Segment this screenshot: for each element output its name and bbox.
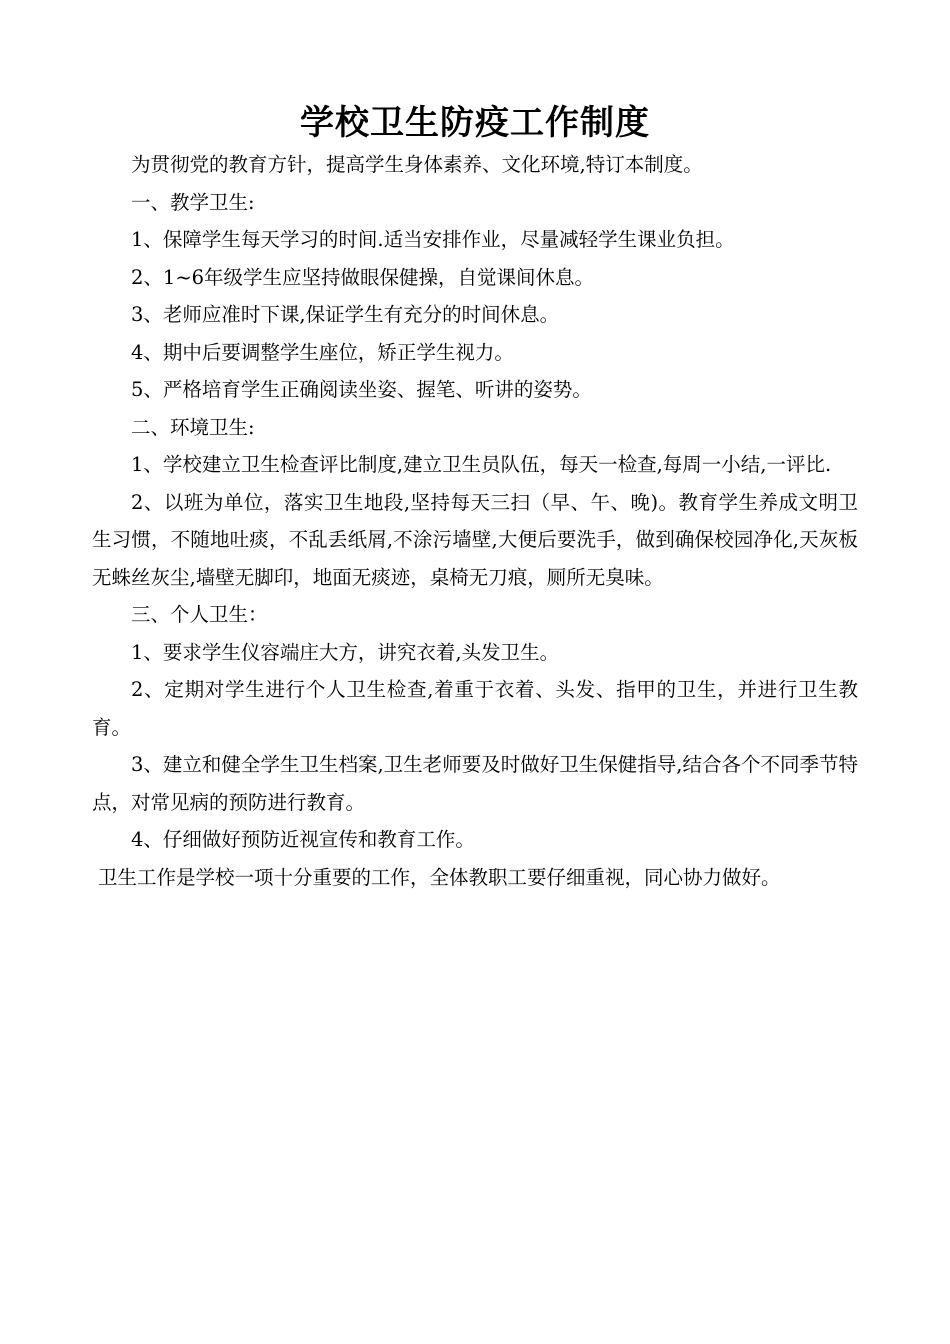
personal-item: 1、要求学生仪容端庄大方，讲究衣着,头发卫生。 [131,640,560,664]
environment-item: 2、以班为单位，落实卫生地段,坚持每天三扫（早、午、晚)。教育学生养成文明卫生习惯，不随地吐痰，不乱丢纸屑,不涂污墙壁,大便后要洗手，做到确保校园净化,天灰板无蛛丝灰尘,墙壁无脚印，地面无痰迹，桌椅无刀痕，厕所无臭味。 [92,490,858,589]
document-title: 学校卫生防疫工作制度 [300,103,650,143]
section-heading-teaching: 一、教学卫生: [131,190,255,214]
environment-item: 1、学校建立卫生检查评比制度,建立卫生员队伍，每天一检查,每周一小结,一评比. [131,453,832,476]
teaching-item: 3、老师应准时下课,保证学生有充分的时间休息。 [131,303,560,326]
teaching-item: 5、严格培育学生正确阅读坐姿、握笔、听讲的姿势。 [131,378,592,401]
section-heading-environment: 二、环境卫生: [131,415,255,439]
personal-item: 4、仔细做好预防近视宣传和教育工作。 [131,828,475,851]
section-heading-personal: 三、个人卫生： [131,603,268,626]
personal-item: 3、建立和健全学生卫生档案,卫生老师要及时做好卫生保健指导,结合各个不同季节特点，对常见病的预防进行教育。 [92,753,858,814]
closing-paragraph: 卫生工作是学校一项十分重要的工作，全体教职工要仔细重视，同心协力做好。 [98,865,781,889]
teaching-item: 4、期中后要调整学生座位，矫正学生视力。 [131,340,514,364]
personal-item: 2、定期对学生进行个人卫生检查,着重于衣着、头发、指甲的卫生，并进行卫生教育。 [92,678,858,739]
teaching-item: 2、1~6年级学生应坚持做眼保健操，自觉课间休息。 [131,265,595,289]
intro-paragraph: 为贯彻党的教育方针，提高学生身体素养、文化环境,特订本制度。 [131,153,703,176]
teaching-item: 1、保障学生每天学习的时间.适当安排作业，尽量减轻学生课业负担。 [131,228,735,251]
